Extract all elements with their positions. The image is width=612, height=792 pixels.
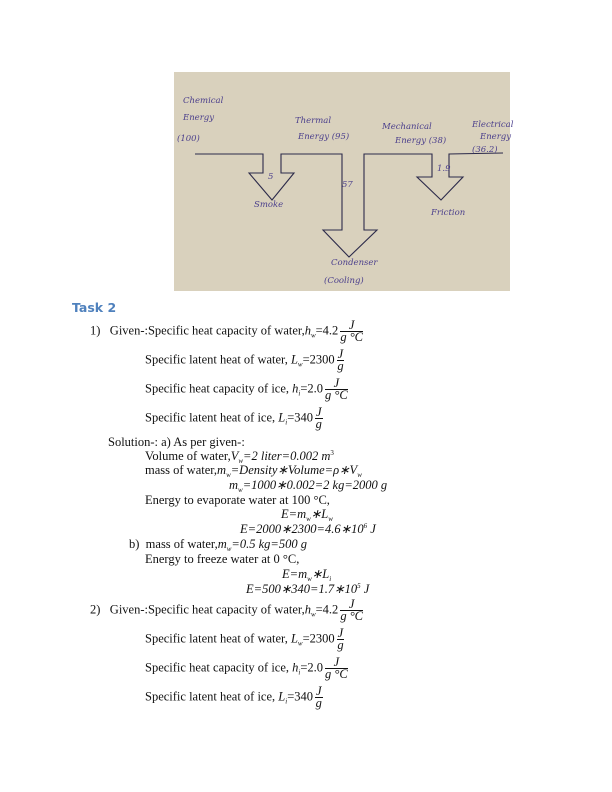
superscript: 5: [357, 582, 361, 590]
symbol: L: [290, 352, 298, 367]
label-electrical: Electrical: [472, 120, 514, 130]
subscript: w: [306, 515, 311, 523]
equation: =0.5 kg=500 g: [231, 537, 307, 551]
numerator: J: [316, 684, 322, 698]
q1-given-line: [90, 320, 363, 343]
evaporate-line: Energy to evaporate water at 100 °C,: [145, 493, 330, 507]
symbol: h: [304, 602, 311, 617]
section-heading: Task 2: [72, 300, 117, 315]
subscript: i: [329, 575, 332, 583]
unit-fraction: [340, 599, 363, 622]
equation: =1000∗0.002=2 kg=2000 g: [242, 478, 388, 492]
label-condenser-value: 57: [342, 180, 353, 190]
label-condenser-note: (Cooling): [324, 276, 364, 286]
value: =4.2: [315, 323, 339, 338]
e2-line: [240, 522, 376, 536]
mw-line: [229, 478, 387, 492]
label-chemical-value: (100): [177, 134, 200, 144]
subscript: w: [226, 545, 232, 553]
equation: E=2000∗2300=4.6∗10: [240, 522, 364, 536]
e4-line: [246, 582, 369, 596]
text: Volume of water,: [145, 449, 231, 463]
energy-flow-sketch-photo: [174, 72, 514, 291]
text: Specific heat capacity of ice,: [145, 660, 293, 675]
value: =2300: [302, 352, 335, 367]
symbol: h: [292, 381, 299, 396]
q2-li-line: [145, 686, 323, 709]
label-thermal-energy: Energy (95): [298, 132, 350, 142]
symbol: h: [304, 323, 311, 338]
label-chemical-energy: Energy: [183, 113, 215, 123]
equation: E=m: [282, 567, 308, 581]
label-chemical: Chemical: [183, 96, 224, 106]
text: Specific latent heat of water,: [145, 352, 291, 367]
numerator: J: [325, 657, 348, 669]
equation: =2 liter=0.002 m: [243, 449, 331, 463]
numerator: J: [325, 378, 348, 390]
denominator: g °C: [340, 609, 364, 623]
label-mechanical: Mechanical: [382, 122, 432, 132]
label-thermal: Thermal: [295, 116, 332, 126]
symbol: L: [278, 689, 286, 704]
b-line: [129, 537, 307, 551]
symbol: L: [290, 631, 298, 646]
given-text: Given-:Specific heat capacity of water,: [109, 323, 305, 338]
symbol: m: [229, 478, 239, 492]
list-number: 2): [90, 602, 101, 617]
denominator: g °C: [340, 330, 364, 344]
label-friction-value: 1.9: [437, 164, 451, 174]
numerator: J: [340, 599, 363, 611]
text: Specific latent heat of ice,: [145, 689, 279, 704]
volume-line: [145, 449, 334, 463]
label-electrical-value: (36.2): [472, 145, 498, 155]
equation: ∗L: [311, 567, 330, 581]
q1-li-line: [145, 407, 323, 430]
unit: J: [360, 582, 370, 596]
symbol: m: [217, 537, 227, 551]
label-condenser: Condenser: [331, 258, 378, 268]
label-mechanical-energy: Energy (38): [395, 136, 447, 146]
value: =2.0: [300, 660, 324, 675]
subscript: w: [297, 639, 303, 648]
subscript: w: [238, 486, 243, 494]
value: =2.0: [300, 381, 324, 396]
unit-fraction: [340, 320, 363, 343]
denominator: g: [315, 696, 322, 710]
symbol: h: [292, 660, 299, 675]
subscript: w: [310, 331, 316, 340]
q1-lw-line: [145, 349, 344, 372]
superscript: 6: [363, 522, 368, 530]
subscript: w: [238, 457, 244, 465]
unit: J: [367, 522, 376, 536]
subscript: i: [298, 389, 301, 398]
equation: =Density∗Volume=ρ∗V: [230, 463, 358, 477]
symbol: V: [230, 449, 239, 463]
q2-hi-line: [145, 657, 348, 680]
unit-fraction: [325, 378, 348, 401]
e3-line: [282, 567, 331, 581]
symbol: L: [278, 410, 286, 425]
e1-line: [281, 507, 333, 521]
label-smoke-value: 5: [268, 172, 274, 182]
subscript: w: [328, 515, 333, 523]
denominator: g: [337, 359, 344, 373]
subscript: w: [307, 575, 312, 583]
subscript: w: [310, 610, 316, 619]
denominator: g: [337, 638, 344, 652]
unit-fraction: [337, 628, 345, 651]
label-friction: Friction: [431, 208, 466, 218]
subscript: w: [226, 471, 231, 479]
subscript: i: [285, 418, 288, 427]
given-text: Given-:Specific heat capacity of water,: [109, 602, 305, 617]
equation: ∗L: [310, 507, 329, 521]
solution-line: Solution-: a) As per given-:: [108, 435, 245, 449]
value: =4.2: [315, 602, 339, 617]
freeze-line: Energy to freeze water at 0 °C,: [145, 552, 300, 566]
subscript: i: [298, 668, 301, 677]
q2-lw-line: [145, 628, 344, 651]
q2-given-line: [90, 599, 363, 622]
subscript: w: [357, 471, 362, 479]
superscript: 3: [330, 449, 334, 457]
equation: E=500∗340=1.7∗10: [246, 582, 358, 596]
value: =2300: [302, 631, 335, 646]
symbol: m: [217, 463, 227, 477]
unit-fraction: [315, 407, 323, 430]
subscript: i: [285, 697, 288, 706]
denominator: g °C: [325, 388, 348, 402]
numerator: J: [340, 320, 363, 332]
unit-fraction: [337, 349, 345, 372]
list-number: 1): [90, 323, 101, 338]
text: Specific heat capacity of ice,: [145, 381, 293, 396]
label-smoke: Smoke: [254, 200, 284, 210]
list-letter: b): [129, 537, 140, 551]
text: mass of water,: [145, 463, 218, 477]
numerator: J: [316, 405, 322, 419]
text: mass of water,: [145, 537, 218, 551]
q1-hi-line: [145, 378, 348, 401]
value: =340: [287, 689, 313, 704]
flow-line-main: [195, 153, 503, 257]
numerator: J: [337, 626, 344, 640]
denominator: g °C: [325, 667, 348, 681]
numerator: J: [337, 347, 344, 361]
value: =340: [287, 410, 313, 425]
text: Specific latent heat of ice,: [145, 410, 279, 425]
equation: E=m: [281, 507, 307, 521]
unit-fraction: [325, 657, 348, 680]
unit-fraction: [315, 686, 323, 709]
text: Specific latent heat of water,: [145, 631, 291, 646]
subscript: w: [297, 360, 303, 369]
denominator: g: [315, 417, 322, 431]
label-electrical-energy: Energy: [480, 132, 512, 142]
mass-line: [145, 463, 362, 477]
